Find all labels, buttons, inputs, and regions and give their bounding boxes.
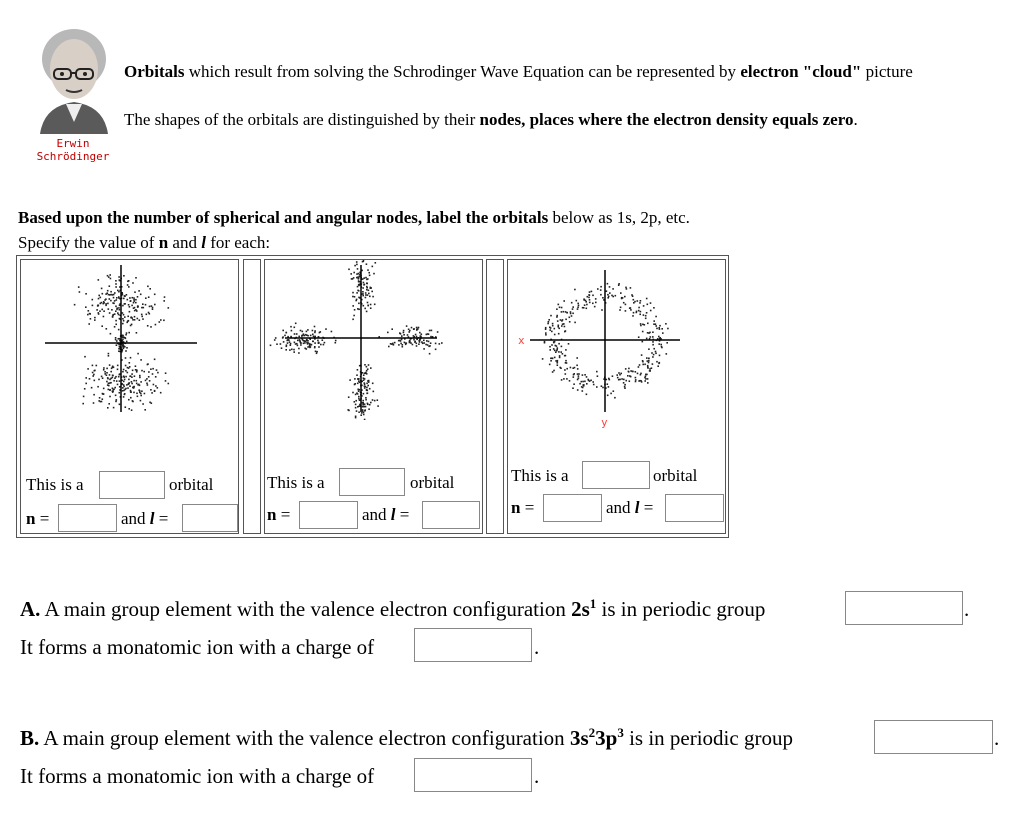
orbital-1-name-input[interactable] bbox=[99, 471, 165, 499]
question-a-group-input[interactable] bbox=[845, 591, 963, 625]
orbital-3-l-input[interactable] bbox=[665, 494, 724, 522]
question-a-charge-input[interactable] bbox=[414, 628, 532, 662]
orbital-1-l-input[interactable] bbox=[182, 504, 238, 532]
cell-separator bbox=[243, 259, 261, 534]
orbital-3-name-input[interactable] bbox=[582, 461, 650, 489]
intro-bold-orbitals: Orbitals bbox=[124, 62, 185, 81]
question-a-line-1: A. A main group element with the valence electron configuration $2s^1$ is in periodic group bbox=[20, 596, 766, 621]
orbital-2-n-input[interactable] bbox=[299, 501, 358, 529]
orbital-image-1 bbox=[21, 260, 238, 420]
orbital-cell-1: This is a orbital n = and l = bbox=[20, 259, 239, 534]
orbital-cell-2: This is a orbital n = and l = bbox=[264, 259, 483, 534]
axis-label-x: x bbox=[518, 334, 525, 347]
portrait-caption-last: Schrödinger bbox=[36, 150, 110, 163]
instructions-line-1: Based upon the number of spherical and angular nodes, label the orbitals below as 1s, 2p, etc. bbox=[18, 208, 690, 227]
portrait-caption bbox=[30, 137, 116, 163]
orbital-2-name-input[interactable] bbox=[339, 468, 405, 496]
portrait-caption-first: Erwin bbox=[56, 137, 90, 150]
orbital-2-l-input[interactable] bbox=[422, 501, 480, 529]
electron-cloud-2 bbox=[270, 260, 443, 420]
orbital-image-2 bbox=[265, 260, 482, 420]
question-a-line-2: It forms a monatomic ion with a charge of bbox=[20, 635, 375, 659]
question-b-charge-input[interactable] bbox=[414, 758, 532, 792]
intro-bold-cloud: electron "cloud" bbox=[740, 62, 862, 81]
intro-bold-nodes: nodes, places where the electron density equals zero bbox=[479, 110, 854, 129]
intro-line-2: The shapes of the orbitals are distinguished by their nodes, places where the electron density equals zero. bbox=[124, 110, 858, 129]
question-b-group-input[interactable] bbox=[874, 720, 993, 754]
orbital-3-n-input[interactable] bbox=[543, 494, 602, 522]
intro-line-1: Orbitals which result from solving the Schrodinger Wave Equation can be represented by electron "cloud" picture bbox=[124, 62, 913, 81]
schrodinger-portrait bbox=[30, 14, 116, 134]
orbital-image-3 bbox=[508, 260, 725, 435]
axis-label-y: y bbox=[601, 416, 608, 429]
orbital-1-n-input[interactable] bbox=[58, 504, 117, 532]
question-b-line-2: It forms a monatomic ion with a charge of bbox=[20, 764, 375, 788]
orbital-cell-3: x y This is a orbital n = and l = bbox=[507, 259, 726, 534]
orbital-table bbox=[16, 255, 729, 538]
question-b-line-1: B. A main group element with the valence electron configuration $3s^23p^3$ is in periodic group bbox=[20, 725, 793, 750]
cell-separator bbox=[486, 259, 504, 534]
instructions-line-2: Specify the value of n and l for each: bbox=[18, 233, 271, 252]
